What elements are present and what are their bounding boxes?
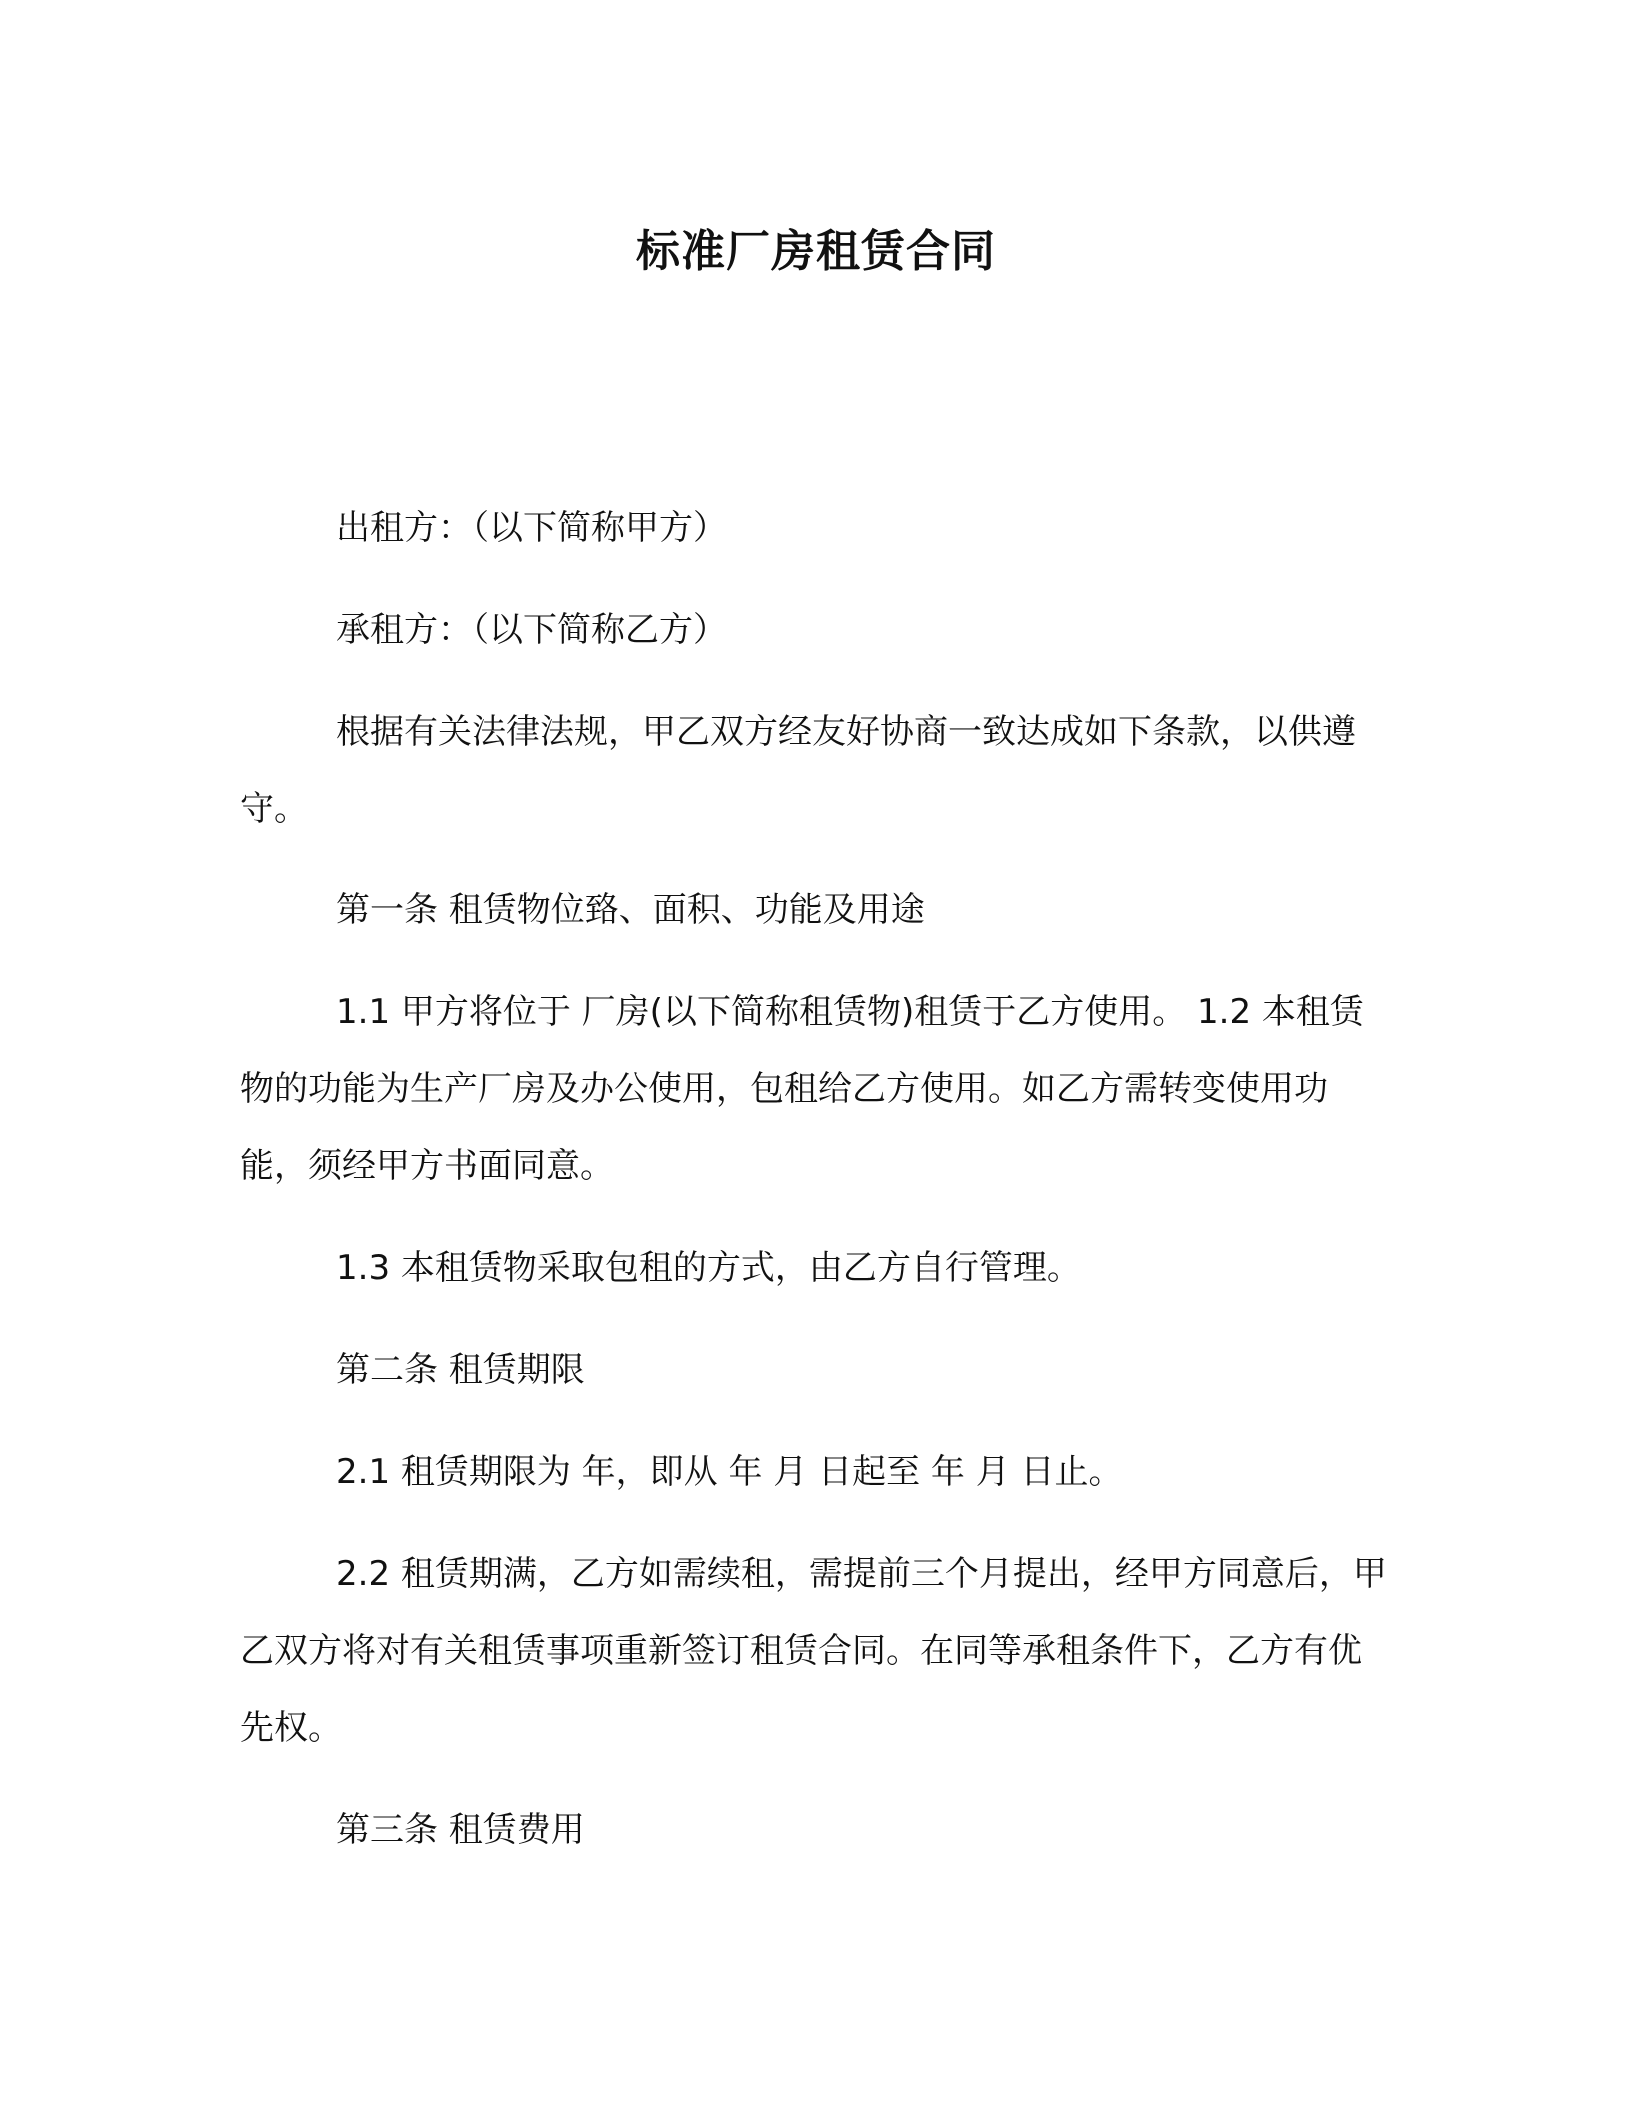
- article-1-heading: 第一条 租赁物位臵、面积、功能及用途: [336, 890, 925, 930]
- lessor-line: 出租方：（以下简称甲方）: [336, 508, 727, 548]
- clause-2-1: 2.1 租赁期限为 年，即从 年 月 日起至 年 月 日止。: [336, 1452, 1123, 1492]
- clause-1-1-1-2: 1.1 甲方将位于 厂房(以下简称租赁物)租赁于乙方使用。 1.2 本租赁物的功能为生产厂房及办公使用，包租给乙方使用。如乙方需转变使用功能，须经甲方书面同意。: [240, 992, 1364, 1186]
- article-3-heading: 第三条 租赁费用: [336, 1810, 585, 1850]
- document-title: 标准厂房租赁合同: [636, 226, 996, 277]
- clause-1-3: 1.3 本租赁物采取包租的方式，由乙方自行管理。: [336, 1248, 1081, 1288]
- lessee-line: 承租方：（以下简称乙方）: [336, 610, 727, 650]
- article-2-heading: 第二条 租赁期限: [336, 1350, 585, 1390]
- clause-2-2: 2.2 租赁期满，乙方如需续租，需提前三个月提出，经甲方同意后，甲乙双方将对有关租赁事项重新签订租赁合同。在同等承租条件下，乙方有优先权。: [240, 1554, 1387, 1748]
- preamble-paragraph: 根据有关法律法规，甲乙双方经友好协商一致达成如下条款，以供遵守。: [240, 712, 1356, 829]
